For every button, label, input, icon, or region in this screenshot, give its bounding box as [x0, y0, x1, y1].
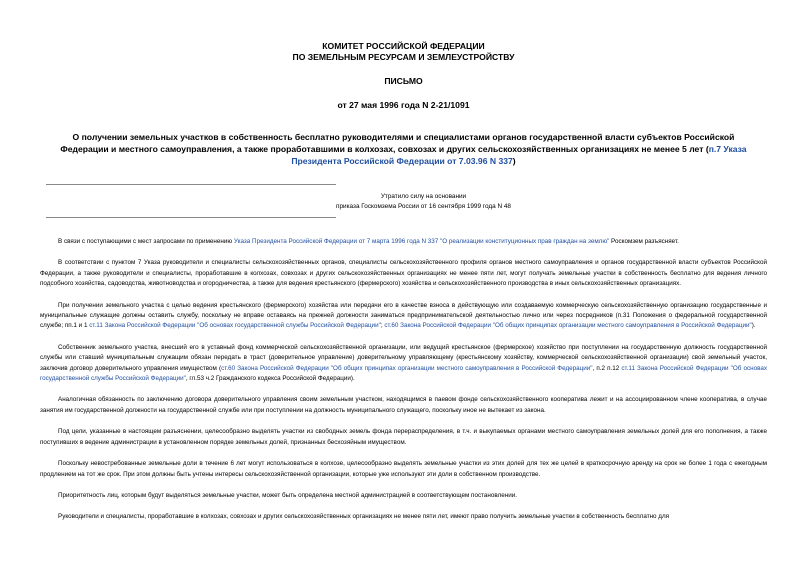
paragraph-7: Поскольку невостребованные земельные доли в течение 6 лет могут использоваться в колхозе, целесообразно выделять земельные участки из этих долей для тех же целей в краткосрочную аренду на срок не более 1 года с ежегодным продлением на тот же срок. При этом должны быть учтены интересы сельскохозяйственной организации, которые уже используют эти доли в собственном производстве. — [40, 460, 767, 478]
paragraph-intro — [40, 237, 767, 247]
status-line-1: Утратило силу на основании — [380, 193, 467, 200]
paragraph-5: Аналогичная обязанность по заключению договора доверительного управления своим земельным участком, находящимся в паевом фонде сельскохозяйственного кооператива лежит и на ассоциированном члене кооператива, в случае занятия им государственной должности на государственной службе или при поступлении на должность муниципального служащего, поскольку иное не вытекает из закона. — [40, 396, 767, 414]
paragraph-8: Приоритетность лиц, которым будут выделяться земельные участки, может быть определена местной администрацией в соответствующем постановлении. — [58, 491, 518, 499]
p4-text-b: , п.2 п.12 — [592, 364, 622, 372]
paragraph-9: Руководители и специалисты, проработавшие в колхозах, совхозах и других сельскохозяйственных организациях не менее пяти лет, имеют право получить земельные участки в собственность бесплатно для — [58, 513, 670, 521]
issuer-line-2: ПО ЗЕМЕЛЬНЫМ РЕСУРСАМ И ЗЕМЛЕУСТРОЙСТВУ — [292, 52, 515, 62]
p3-text-c: ). — [751, 322, 756, 330]
divider-bottom — [46, 217, 336, 218]
paragraph-2: В соответствии с пунктом 7 Указа руководители и специалисты сельскохозяйственных органов, специалисты сельскохозяйственного профиля органов местного самоуправления и органов государственной власти субъектов Российской Федерации, а также руководители и специалисты, проработавшие в колхозах, совхозах и других сельскохозяйственных организациях не менее пяти лет, могут получать земельные участки в собственность бесплатно для ведения личного подсобного хозяйства, садоводства, животноводства и огородничества, а также для ведения крестьянского (фермерского) хозяйства и сельскохозяйственного производства в иных сельскохозяйственных организациях. — [40, 259, 767, 288]
divider-top — [46, 184, 336, 185]
law-local-government-link-2[interactable]: ст.60 Закона Российской Федерации "Об общих принципах организации местного самоуправления в Российской Федерации" — [221, 364, 593, 372]
status-note — [40, 192, 767, 212]
p4-text-a: Собственник земельного участка, внесший его в уставный фонд коммерческой сельскохозяйственной организации, или ведущий крестьянское (фермерское) хозяйство при поступлении на государственную должность государственной службы или ставший муниципальным служащим обязан передать в траст (доверительное управление) доверительному управляющему (крестьянскому хозяйству, коммерческой сельскохозяйственной организации) свой земельный участок, заключив договор доверительного управления имуществом ( — [40, 343, 767, 372]
p3-text-b: ; — [380, 322, 385, 330]
p4-text-c: , гл.53 ч.2 Гражданского кодекса Российской Федерации). — [185, 375, 355, 383]
decree-337-link[interactable]: Указа Президента Российской Федерации от 7 марта 1996 года N 337 "О реализации конституционных прав граждан на землю" — [233, 238, 610, 245]
issuer-line-1: КОМИТЕТ РОССИЙСКОЙ ФЕДЕРАЦИИ — [322, 41, 485, 51]
title-close-paren: ) — [512, 156, 516, 166]
paragraph-4 — [40, 343, 767, 385]
document-type: ПИСЬМО — [384, 76, 423, 86]
title-open-paren: ( — [703, 144, 709, 154]
law-civil-service-link[interactable]: ст.11 Закона Российской Федерации "Об основах государственной службы Российской Федерации" — [89, 322, 381, 330]
law-local-government-link[interactable]: ст.60 Закона Российской Федерации "Об общих принципах организации местного самоуправления в Российской Федерации" — [384, 322, 752, 330]
title-decree-link[interactable]: п.7 Указа Президента Российской Федерации от 7.03.96 N 337 — [291, 144, 747, 166]
p1-text-a: В связи с поступающими с мест запросами по применению — [58, 238, 234, 245]
issuer-block — [40, 0, 767, 63]
document-date-number: от 27 мая 1996 года N 2-21/1091 — [337, 100, 470, 110]
paragraph-6: Под цели, указанные в настоящем разъяснении, целесообразно выделять участки из свободных земель фонда перераспределения, в т.ч. и выкупаемых органами местного самоуправления земельных долей для его пополнения, а также поступивших в ведение администрации в установленном порядке земельных долей, признанных бесхозяйным имуществом. — [40, 428, 767, 446]
law-civil-service-link-2[interactable]: ст.11 Закона Российской Федерации "Об основах государственной службы Российской Федерации" — [40, 364, 767, 383]
p1-text-b: Роскомзем разъясняет. — [609, 238, 679, 245]
p3-text-a: При получении земельного участка с целью ведения крестьянского (фермерского) хозяйства или передачи его в качестве взноса в действующую или создаваемую коммерческую сельскохозяйственную организацию государственные и муниципальные служащие должны оставить службу, поскольку не вправе оставаясь на прежней должности заниматься предпринимательской деятельностью лично или через посредников (п.31 Положения о федеральной государственной службе; пп.1 и 1 — [40, 301, 767, 330]
document-title — [40, 131, 767, 167]
status-line-2: приказа Госкомзема России от 16 сентября 1999 года N 48 — [336, 203, 511, 210]
title-text: О получении земельных участков в собственность бесплатно руководителями и специалистами органов государственной власти субъектов Российской Федерации и местного самоуправления, а также проработавшими в колхозах, совхозах и других сельскохозяйственных организациях не менее 5 лет — [60, 132, 735, 154]
paragraph-3 — [40, 301, 767, 332]
